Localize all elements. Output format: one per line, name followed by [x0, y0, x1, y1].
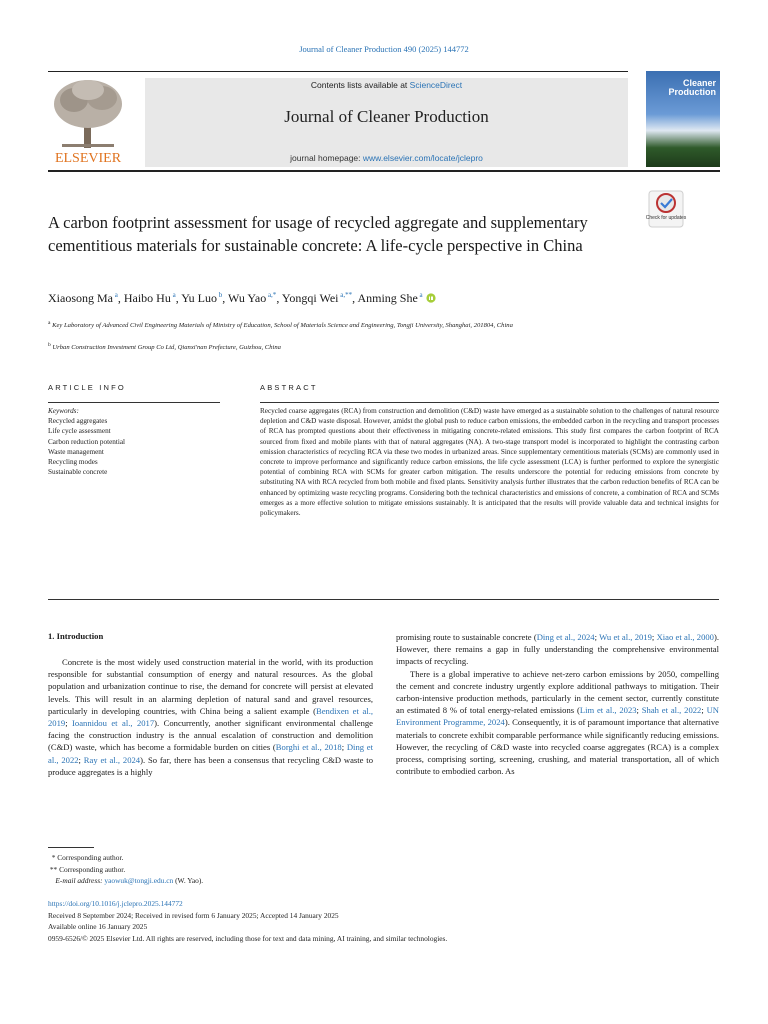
intro-paragraph: promising route to sustainable concrete (Ding et al., 2024; Wu et al., 2019; Xiao et al., 2000). However, there remains a gap in fully understanding the comprehensive environmental impacts of recycling.	[396, 632, 719, 667]
abstract-rule	[260, 402, 719, 403]
article-title: A carbon footprint assessment for usage of recycled aggregate and supplementary cementitious materials for sustainable concrete: A life-cycle perspective in China	[48, 213, 588, 255]
citation-link[interactable]: Ioannidou et al., 2017	[72, 718, 155, 729]
author-list: Xiaosong Ma $^a$, Haibo Hu $^a$, Yu Luo $^b$, Wu Yao $^{a,*}$, Yongqi Wei $^{a,**}$, Anming She $^a$	[48, 291, 648, 306]
author-name[interactable]: Anming She	[357, 291, 418, 305]
check-for-updates-button[interactable]	[645, 190, 687, 228]
keywords-block	[48, 406, 228, 477]
citation-link[interactable]: Xiao et al., 2000	[656, 632, 714, 642]
keyword-item: Carbon reduction potential	[48, 437, 126, 446]
elsevier-tree-icon	[48, 74, 128, 166]
abstract-bottom-rule	[48, 599, 719, 600]
intro-paragraph: There is a global imperative to achieve net-zero carbon emissions by 2050, compelling the cement and concrete industry urgently explore additional pathways to mitigation. Their carbon-intensive production methods, particularly in the cement sector, currently constitute an estimated 8 % of total energy-related emissions (Lim et al., 2023; Shah et al., 2022; UN Environment Programme, 2024). Consequently, it is of paramount importance that alternative materials to concrete exhibit comparable performance while significantly reducing emissions. However, the recycling of C&D waste into recycled coarse aggregates (RCA) is a complex process, comprising sorting, screening, crushing, and material transportation, all of which contribute to embodied carbon. As	[396, 668, 720, 777]
author-affil-mark[interactable]: a	[172, 291, 176, 299]
affiliation-mark: a	[48, 320, 51, 326]
author-affil-mark[interactable]: a	[419, 291, 423, 299]
keyword-item: Life cycle assessment	[48, 427, 111, 436]
citation-link[interactable]: Ray et al., 2024	[83, 754, 141, 765]
journal-reference[interactable]: Journal of Cleaner Production 490 (2025) 144772	[299, 44, 469, 54]
citation-link[interactable]: Borghi et al., 2018	[275, 742, 342, 753]
keyword-item: Sustainable concrete	[48, 468, 108, 477]
affiliation-text: Key Laboratory of Advanced Civil Engineering Materials of Ministry of Education, School of Materials Science and Engineering, Tongji University, Shanghai, 201804, China	[52, 322, 513, 330]
header-rule-bottom	[48, 170, 720, 172]
available-online: Available online 16 January 2025	[48, 922, 148, 932]
affiliation-a	[48, 319, 688, 330]
cover-title: Cleaner Production	[668, 78, 716, 97]
citation-link[interactable]: Shah et al., 2022	[641, 705, 702, 716]
elsevier-logo[interactable]	[48, 74, 128, 166]
introduction-heading: 1. Introduction	[48, 631, 104, 641]
corresponding-note-2: ** Corresponding author.	[48, 864, 126, 874]
abstract-text: Recycled coarse aggregates (RCA) from construction and demolition (C&D) waste have emerged as a sustainable solution to the challenges of natural resource depletion and C&D waste disposal. However, amidst the global push to reduce carbon emissions, the embedded carbon in the recycling and transport processes of RCA has prompted questions about their effectiveness in mitigating concrete-related emissions. This study first compares the carbon footprint of RCA sourced from fixed and mobile plants with that of natural aggregates (NA). A two-stage transport model is incorporated to highlight the contrasting carbon emission characteristics of recycling RCA via these two modes in urbanized areas. Since supplementary cementitious materials (SCMs) are commonly used in concrete to improve performance and significantly reduce carbon emissions, the life cycle assessment (LCA) is further performed to explore the synergistic potential of combining RCA with SCMs for greater carbon mitigation. The results underscore the potential for reducing emissions from concrete by substituting NA with RCA recycled from both mobile and fixed plants. Sensitivity analysis further illustrates that the carbon reduction benefits of RCA can be enhanced by optimizing waste recycling programs. Considering both the technical characteristics and emissions of concrete, a combination of RCA and SCMs emerges as a more effective solution to mitigate emissions sustainably. It is anticipated that the results will provide valuable data and technical insights for policymakers.	[260, 407, 719, 518]
header-rule-top	[48, 71, 628, 72]
footnote-rule	[48, 847, 94, 848]
citation-link[interactable]: UN Environment Programme, 2024	[396, 705, 720, 728]
email-line: E-mail address: yaowuk@tongji.edu.cn (W. Yao).	[55, 876, 204, 885]
author-affil-mark[interactable]: a	[114, 291, 118, 299]
author-name[interactable]: Wu Yao	[228, 291, 267, 305]
citation-link[interactable]: Wu et al., 2019	[599, 632, 652, 642]
affiliation-mark: b	[48, 342, 51, 348]
email-label: E-mail address:	[55, 876, 103, 885]
author-affil-mark[interactable]: a,*	[267, 291, 277, 299]
homepage-link[interactable]: www.elsevier.com/locate/jclepro	[362, 153, 483, 163]
check-updates-icon	[645, 190, 687, 228]
citation-link[interactable]: Ding et al., 2022	[48, 742, 373, 765]
keyword-item: Recycled aggregates	[48, 417, 108, 426]
keywords-label: Keywords:	[48, 407, 79, 415]
journal-homepage	[145, 153, 628, 163]
article-info-rule	[48, 402, 220, 403]
intro-paragraph: Concrete is the most widely used construction material in the world, with its production responsible for substantial consumption of energy and natural resources. As the global population and urbanization continue to rise, the demand for concrete will persist at elevated levels. This will result in an alarming depletion of natural sand and gravel resources, particularly in developing countries, with China being a salient example (Bendixen et al., 2019; Ioannidou et al., 2017). Concurrently, another significant environmental challenge facing the construction industry is the annual escalation of construction and demolition (C&D) waste, which has become a formidable burden on cities (Borghi et al., 2018; Ding et al., 2022; Ray et al., 2024). So far, there has been a consensus that recycling C&D waste to produce aggregates is a highly	[48, 657, 374, 777]
contents-line	[145, 80, 628, 90]
keyword-item: Waste management	[48, 447, 104, 456]
intro-left-column	[48, 656, 373, 778]
citation-link[interactable]: Ding et al., 2024	[536, 632, 595, 642]
affiliation-text: Urban Construction Investment Group Co Ltd, Qianxi'nan Prefecture, Guizhou, China	[52, 344, 281, 352]
keyword-item: Recycling modes	[48, 458, 98, 467]
affiliation-b	[48, 341, 688, 352]
citation-link[interactable]: Bendixen et al., 2019	[48, 705, 374, 729]
author-name[interactable]: Haibo Hu	[123, 291, 171, 305]
check-updates-label: Check for updates	[645, 215, 687, 221]
homepage-prefix: journal homepage:	[290, 153, 363, 163]
sciencedirect-link[interactable]: ScienceDirect	[409, 80, 463, 90]
received-dates: Received 8 September 2024; Received in revised form 6 January 2025; Accepted 14 January 2025	[48, 910, 339, 920]
citation-link[interactable]: Lim et al., 2023	[579, 705, 637, 716]
article-info-heading: ARTICLE INFO	[48, 383, 126, 392]
author-name[interactable]: Yongqi Wei	[281, 291, 339, 305]
journal-name[interactable]: Journal of Cleaner Production	[284, 107, 489, 126]
corresponding-note-1: * Corresponding author.	[48, 853, 124, 862]
author-affil-mark[interactable]: b	[218, 291, 223, 299]
doi-link[interactable]: https://doi.org/10.1016/j.jclepro.2025.144772	[48, 899, 183, 908]
author-affil-mark[interactable]: a,**	[340, 291, 353, 299]
author-name[interactable]: Xiaosong Ma	[48, 291, 113, 305]
abstract-heading: ABSTRACT	[260, 383, 318, 392]
author-name[interactable]: Yu Luo	[181, 291, 217, 305]
footnotes	[48, 852, 448, 887]
intro-right-column	[396, 631, 719, 777]
copyright-line: 0959-6526/© 2025 Elsevier Ltd. All rights are reserved, including those for text and data mining, AI training, and similar technologies.	[48, 933, 448, 943]
elsevier-wordmark: ELSEVIER	[54, 151, 122, 166]
email-link[interactable]: yaowuk@tongji.edu.cn	[104, 876, 174, 885]
orcid-icon[interactable]	[426, 293, 436, 303]
contents-prefix: Contents lists available at	[310, 80, 410, 90]
publication-info	[48, 898, 728, 944]
journal-cover-image[interactable]	[646, 71, 720, 167]
